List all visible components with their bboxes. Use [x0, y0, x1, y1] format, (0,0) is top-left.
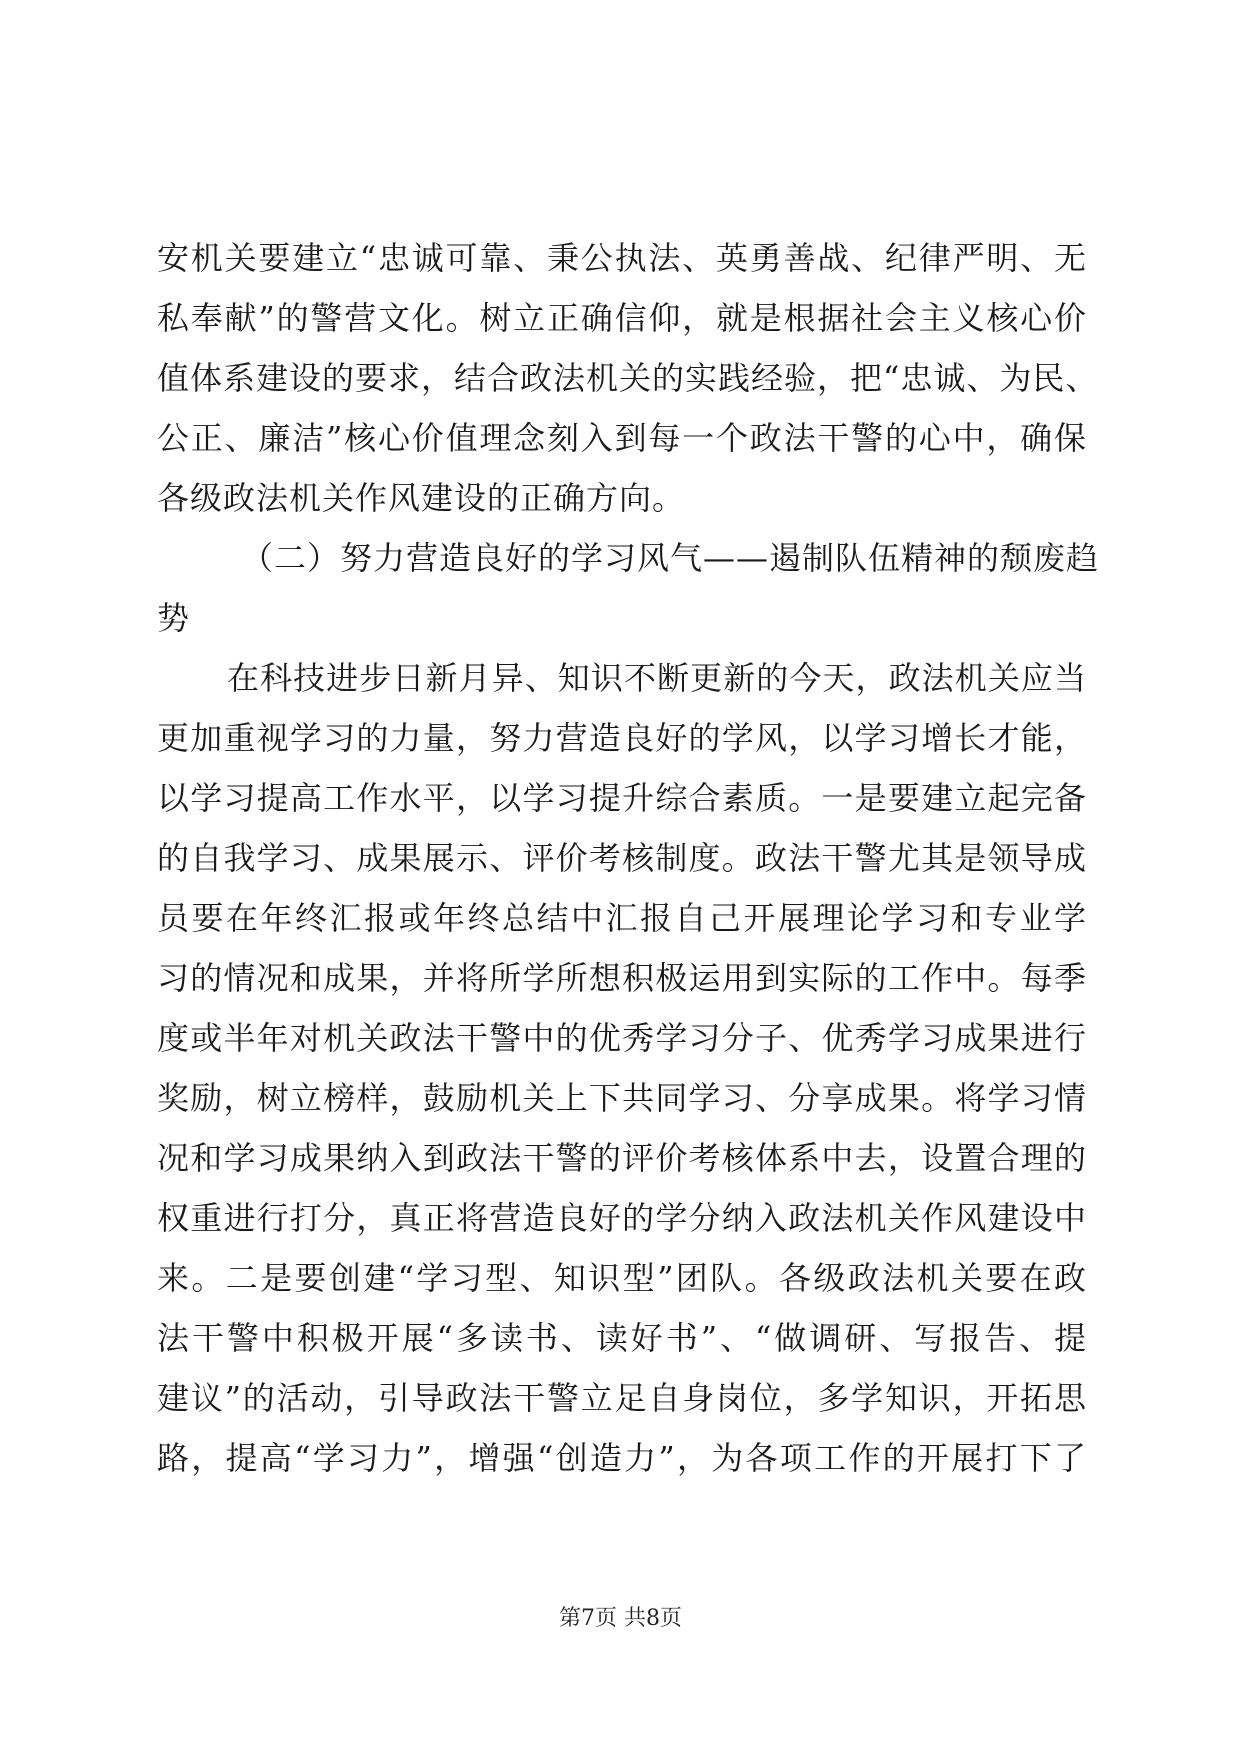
paragraph-line: 安机关要建立“忠诚可靠、秉公执法、英勇善战、纪律严明、无 — [157, 239, 1087, 277]
paragraph-line: 况和学习成果纳入到政法干警的评价考核体系中去，设置合理的 — [157, 1139, 1087, 1177]
paragraph-line: 公正、廉洁”核心价值理念刻入到每一个政法干警的心中，确保 — [157, 419, 1087, 457]
paragraph-line: 私奉献”的警营文化。树立正确信仰，就是根据社会主义核心价 — [157, 299, 1087, 337]
paragraph-line: 权重进行打分，真正将营造良好的学分纳入政法机关作风建设中 — [157, 1199, 1087, 1237]
section-heading: 势 — [157, 599, 191, 637]
paragraph-line: 习的情况和成果，并将所学所想积极运用到实际的工作中。每季 — [157, 959, 1087, 997]
paragraph-line: 度或半年对机关政法干警中的优秀学习分子、优秀学习成果进行 — [157, 1019, 1087, 1057]
paragraph-line: 建议”的活动，引导政法干警立足自身岗位，多学知识，开拓思 — [157, 1379, 1087, 1417]
paragraph-line: 各级政法机关作风建设的正确方向。 — [157, 479, 686, 517]
paragraph-line: 值体系建设的要求，结合政法机关的实践经验，把“忠诚、为民、 — [157, 359, 1099, 397]
paragraph-line: 以学习提高工作水平，以学习提升综合素质。一是要建立起完备 — [157, 779, 1087, 817]
paragraph-line: 法干警中积极开展“多读书、读好书”、“做调研、写报告、提 — [157, 1319, 1087, 1357]
paragraph-line: 员要在年终汇报或年终总结中汇报自己开展理论学习和专业学 — [157, 899, 1087, 937]
paragraph-line: 的自我学习、成果展示、评价考核制度。政法干警尤其是领导成 — [157, 839, 1087, 877]
paragraph-line: 更加重视学习的力量，努力营造良好的学风，以学习增长才能， — [157, 719, 1087, 757]
page-number-footer: 第7页 共8页 — [559, 1606, 682, 1631]
paragraph-line: 奖励，树立榜样，鼓励机关上下共同学习、分享成果。将学习情 — [157, 1079, 1087, 1117]
paragraph-line: 来。二是要创建“学习型、知识型”团队。各级政法机关要在政 — [157, 1259, 1087, 1297]
paragraph-line: 在科技进步日新月异、知识不断更新的今天，政法机关应当 — [227, 659, 1087, 697]
document-body — [157, 228, 1100, 1488]
section-heading: （二）努力营造良好的学习风气——遏制队伍精神的颓废趋 — [241, 539, 1100, 577]
paragraph-line: 路，提高“学习力”，增强“创造力”，为各项工作的开展打下了 — [157, 1439, 1087, 1477]
